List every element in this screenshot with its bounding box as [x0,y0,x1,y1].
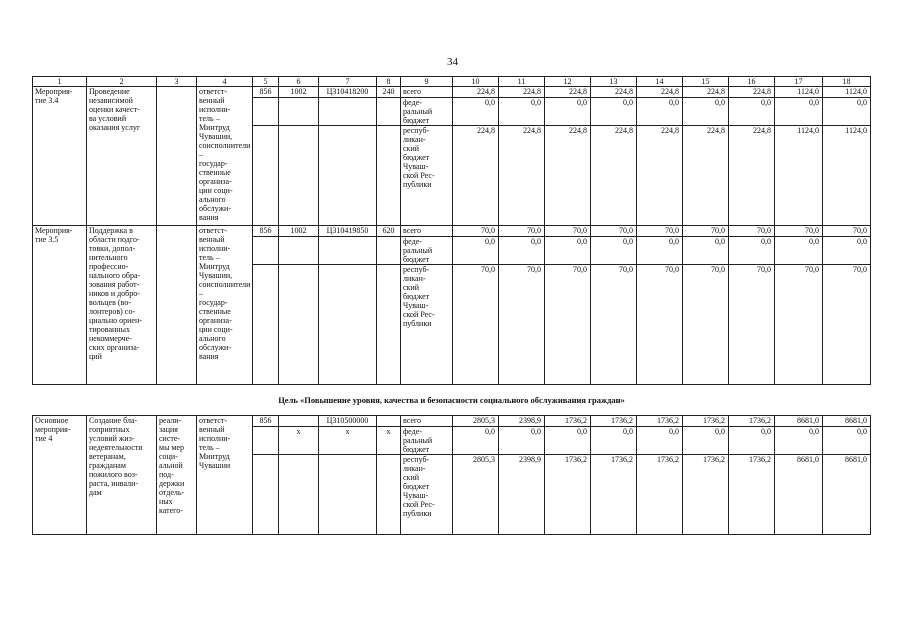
amount-cell: 224,8 [499,87,545,98]
expense-type-cell [377,237,401,265]
column-header-1: 1 [33,77,87,87]
amount-cell: 2805,3 [453,455,499,535]
section-code-cell [279,265,319,385]
expense-type-cell: 240 [377,87,401,98]
column-header-11: 11 [499,77,545,87]
column-header-17: 17 [775,77,823,87]
amount-cell: 0,0 [775,427,823,455]
target-article-cell: х [319,427,377,455]
ministry-code-cell [253,265,279,385]
activity-name-cell: Поддержка в области подго- товки, допол- нительного профессио- нального обра- зования работ- ников и добро- вольцев (во- лонтеров) со- циально ориен- тированных некоммерче- ских организа- ций [87,226,157,385]
amount-cell: 224,8 [545,87,591,98]
amount-cell: 224,8 [499,126,545,226]
target-article-cell [319,455,377,535]
amount-cell: 224,8 [729,87,775,98]
column-header-15: 15 [683,77,729,87]
amount-cell: 1736,2 [637,455,683,535]
amount-cell: 70,0 [453,226,499,237]
target-article-cell [319,126,377,226]
amount-cell: 0,0 [453,427,499,455]
amount-cell: 0,0 [823,427,871,455]
funding-source-cell: респуб- ликан- ский бюджет Чуваш- ской Рес- публики [401,126,453,226]
amount-cell: 70,0 [775,226,823,237]
activity-purpose-cell [157,226,197,385]
activity-code-cell: Основное мероприя- тие 4 [33,416,87,535]
amount-cell: 70,0 [823,226,871,237]
amount-cell: 2805,3 [453,416,499,427]
amount-cell: 1736,2 [591,455,637,535]
header-row [33,77,871,87]
amount-cell: 0,0 [545,427,591,455]
section-code-cell: х [279,427,319,455]
amount-cell: 0,0 [637,237,683,265]
amount-cell: 0,0 [591,237,637,265]
target-article-cell: Ц310500000 [319,416,377,427]
amount-cell: 70,0 [683,265,729,385]
funding-source-cell: респуб- ликан- ский бюджет Чуваш- ской Рес- публики [401,455,453,535]
page-number: 34 [447,56,458,68]
amount-cell: 0,0 [823,237,871,265]
amount-cell: 1124,0 [823,126,871,226]
amount-cell: 0,0 [545,98,591,126]
amount-cell: 224,8 [637,126,683,226]
amount-cell: 1736,2 [545,455,591,535]
column-header-12: 12 [545,77,591,87]
target-article-cell [319,237,377,265]
amount-cell: 8681,0 [775,416,823,427]
funding-source-cell: феде- ральный бюджет [401,98,453,126]
amount-cell: 224,8 [683,87,729,98]
amount-cell: 70,0 [499,265,545,385]
amount-cell: 70,0 [683,226,729,237]
ministry-code-cell: 856 [253,416,279,427]
amount-cell: 0,0 [729,427,775,455]
amount-cell: 0,0 [637,98,683,126]
amount-cell: 70,0 [823,265,871,385]
column-header-7: 7 [319,77,377,87]
section-code-cell: 1002 [279,226,319,237]
amount-cell: 0,0 [499,427,545,455]
amount-cell: 1736,2 [683,455,729,535]
expense-type-cell [377,455,401,535]
activity-code-cell: Мероприя- тие 3.4 [33,87,87,226]
amount-cell: 70,0 [453,265,499,385]
amount-cell: 1124,0 [775,126,823,226]
table-row [33,226,871,237]
amount-cell: 1736,2 [591,416,637,427]
target-article-cell: Ц310418200 [319,87,377,98]
goal-title: Цель «Повышение уровня, качества и безопасности социального обслуживания граждан» [33,385,871,416]
activity-code-cell: Мероприя- тие 3.5 [33,226,87,385]
activity-purpose-cell: реали- зация систе- мы мер соци- альной под- держки отдель- ных катего- [157,416,197,535]
amount-cell: 8681,0 [823,455,871,535]
amount-cell: 0,0 [683,427,729,455]
expense-type-cell [377,416,401,427]
amount-cell: 70,0 [545,226,591,237]
expense-type-cell [377,265,401,385]
activity-name-cell: Создание бла- гоприятных условий жиз- недеятельности ветеранам, гражданам пожилого воз- раста, инвали- дам [87,416,157,535]
amount-cell: 0,0 [775,98,823,126]
amount-cell: 224,8 [545,126,591,226]
target-article-cell [319,265,377,385]
column-header-9: 9 [401,77,453,87]
table-body [33,77,871,535]
section-code-cell [279,126,319,226]
amount-cell: 2398,9 [499,455,545,535]
amount-cell: 224,8 [729,126,775,226]
ministry-code-cell: 856 [253,87,279,98]
amount-cell: 0,0 [499,237,545,265]
column-header-13: 13 [591,77,637,87]
amount-cell: 70,0 [591,226,637,237]
amount-cell: 1736,2 [729,416,775,427]
column-header-14: 14 [637,77,683,87]
amount-cell: 1736,2 [683,416,729,427]
amount-cell: 0,0 [729,237,775,265]
amount-cell: 0,0 [823,98,871,126]
amount-cell: 70,0 [591,265,637,385]
amount-cell: 2398,9 [499,416,545,427]
section-code-cell: 1002 [279,87,319,98]
amount-cell: 224,8 [453,87,499,98]
funding-source-cell: феде- ральный бюджет [401,237,453,265]
amount-cell: 0,0 [637,427,683,455]
amount-cell: 224,8 [591,87,637,98]
amount-cell: 1124,0 [823,87,871,98]
expense-type-cell [377,98,401,126]
amount-cell: 0,0 [545,237,591,265]
amount-cell: 224,8 [637,87,683,98]
executor-cell: ответст- венный исполни- тель – Минтруд Чувашии, соисполнители – государ- ственные организа- ции соци- ального обслужи- вания [197,226,253,385]
goal-row [33,385,871,416]
amount-cell: 224,8 [683,126,729,226]
column-header-8: 8 [377,77,401,87]
amount-cell: 8681,0 [775,455,823,535]
amount-cell: 0,0 [453,98,499,126]
column-header-3: 3 [157,77,197,87]
amount-cell: 0,0 [499,98,545,126]
table-row [33,416,871,427]
amount-cell: 0,0 [683,98,729,126]
amount-cell: 0,0 [729,98,775,126]
table-row [33,87,871,98]
amount-cell: 70,0 [729,226,775,237]
amount-cell: 70,0 [499,226,545,237]
amount-cell: 70,0 [545,265,591,385]
funding-source-cell: всего [401,87,453,98]
executor-cell: ответст- венный исполни- тель – Минтруд Чувашии, соисполнители – государ- ственные организа- ции соци- ального обслужи- вания [197,87,253,226]
amount-cell: 1736,2 [545,416,591,427]
expense-type-cell: 620 [377,226,401,237]
expense-type-cell: х [377,427,401,455]
amount-cell: 70,0 [637,226,683,237]
target-article-cell: Ц310419850 [319,226,377,237]
section-code-cell [279,455,319,535]
amount-cell: 1124,0 [775,87,823,98]
amount-cell: 70,0 [729,265,775,385]
amount-cell: 0,0 [683,237,729,265]
section-code-cell [279,98,319,126]
amount-cell: 224,8 [591,126,637,226]
ministry-code-cell [253,427,279,455]
section-code-cell [279,237,319,265]
amount-cell: 0,0 [591,427,637,455]
column-header-4: 4 [197,77,253,87]
activity-purpose-cell [157,87,197,226]
activity-name-cell: Проведение независимой оценки качест- ва условий оказания услуг [87,87,157,226]
amount-cell: 224,8 [453,126,499,226]
target-article-cell [319,98,377,126]
amount-cell: 1736,2 [729,455,775,535]
amount-cell: 0,0 [453,237,499,265]
funding-source-cell: респуб- ликан- ский бюджет Чуваш- ской Рес- публики [401,265,453,385]
ministry-code-cell [253,126,279,226]
amount-cell: 1736,2 [637,416,683,427]
ministry-code-cell: 856 [253,226,279,237]
funding-source-cell: всего [401,416,453,427]
column-header-5: 5 [253,77,279,87]
executor-cell: ответст- венный исполни- тель – Минтруд Чувашии [197,416,253,535]
column-header-16: 16 [729,77,775,87]
expense-type-cell [377,126,401,226]
amount-cell: 0,0 [775,237,823,265]
amount-cell: 8681,0 [823,416,871,427]
ministry-code-cell [253,98,279,126]
amount-cell: 0,0 [591,98,637,126]
funding-source-cell: феде- ральный бюджет [401,427,453,455]
program-table [32,76,871,535]
section-code-cell [279,416,319,427]
column-header-6: 6 [279,77,319,87]
funding-source-cell: всего [401,226,453,237]
ministry-code-cell [253,455,279,535]
column-header-2: 2 [87,77,157,87]
column-header-18: 18 [823,77,871,87]
amount-cell: 70,0 [775,265,823,385]
ministry-code-cell [253,237,279,265]
column-header-10: 10 [453,77,499,87]
amount-cell: 70,0 [637,265,683,385]
